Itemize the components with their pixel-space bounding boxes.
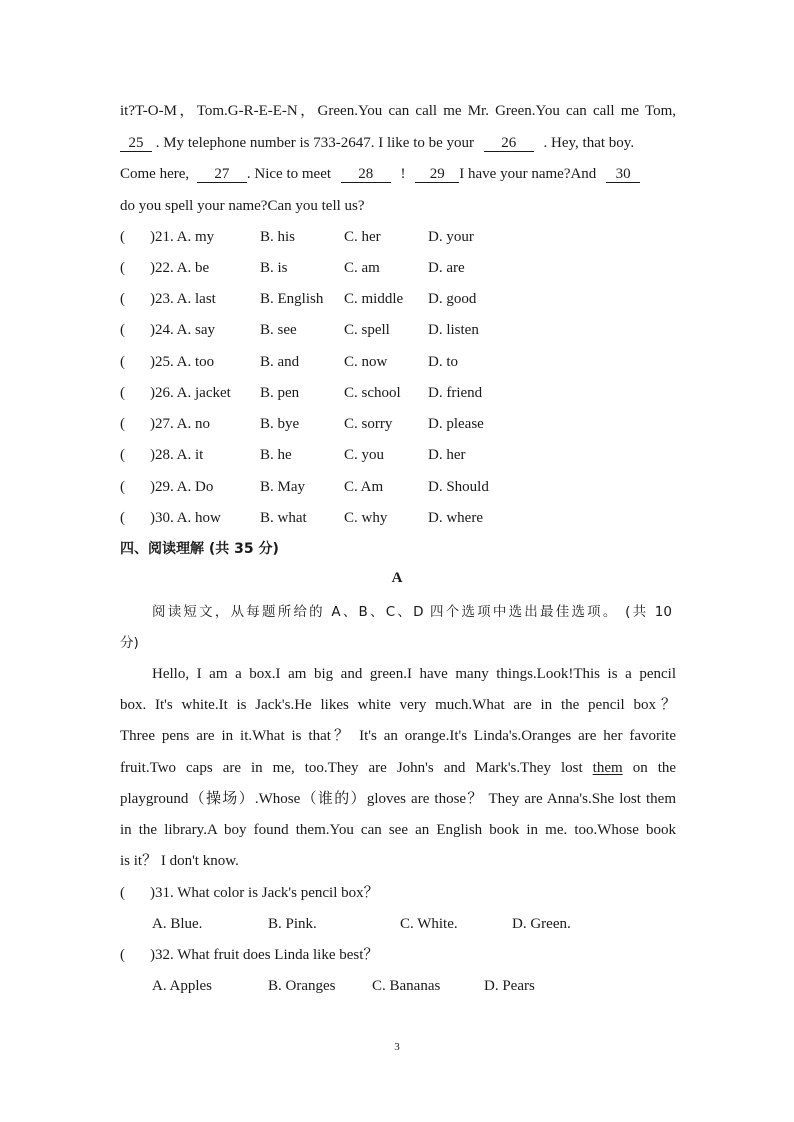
answer-paren[interactable]: ( [120, 479, 125, 495]
question-stem: )22. A. be [150, 260, 210, 276]
question-24 [120, 320, 680, 340]
reading-line-5 [120, 789, 676, 809]
option-d: D. her [428, 447, 466, 463]
reading-text: fruit.Two caps are in me, too.They are John's and Mark's.They lost [120, 760, 583, 776]
question-26 [120, 383, 680, 403]
option-d: D. where [428, 510, 483, 526]
question-stem: )31. What color is Jack's pencil box？ [150, 885, 379, 901]
reading-text: in the library.A boy found them.You can see an English book in me. too.Whose book [120, 822, 676, 838]
cloze-text: ! [400, 166, 406, 182]
question-32 [120, 945, 680, 965]
cloze-text: I have your name?And [459, 166, 597, 182]
reading-text: on the [632, 760, 677, 776]
reading-text: Hello, I am a box.I am big and green.I have many things.Look!This is a pencil [152, 666, 676, 682]
option-c: C. middle [344, 291, 404, 307]
option-b: B. May [260, 479, 305, 495]
blank-29: 29 [415, 166, 459, 183]
option-b: B. he [260, 447, 292, 463]
cloze-line-4 [120, 196, 676, 216]
option-d: D. to [428, 354, 458, 370]
answer-paren[interactable]: ( [120, 229, 125, 245]
reading-text: box. It's white.It is Jack's.He likes white very much.What are in the pencil box？ [120, 697, 676, 713]
question-28 [120, 445, 680, 465]
option-b: B. English [260, 291, 324, 307]
option-d: D. friend [428, 385, 483, 401]
answer-paren[interactable]: ( [120, 510, 125, 526]
blank-28: 28 [341, 166, 391, 183]
option-b: B. Oranges [268, 978, 336, 994]
blank-27: 27 [197, 166, 247, 183]
reading-line-6 [120, 820, 676, 840]
option-d: D. listen [428, 322, 479, 338]
option-c: C. Bananas [372, 978, 441, 994]
option-b: B. pen [260, 385, 300, 401]
option-c: C. you [344, 447, 385, 463]
option-b: B. Pink. [268, 916, 317, 932]
reading-text: playground（操场）.Whose（谁的）gloves are those？ They are Anna's.She lost them [120, 791, 676, 807]
answer-paren[interactable]: ( [120, 260, 125, 276]
underlined-word: them [592, 760, 623, 776]
question-stem: )30. A. how [150, 510, 221, 526]
option-d: D. your [428, 229, 474, 245]
question-23 [120, 289, 680, 309]
section-heading: 四、阅读理解 (共 35 分) [120, 541, 279, 557]
option-c: C. school [344, 385, 401, 401]
option-c: C. am [344, 260, 380, 276]
cloze-text: . Nice to meet [246, 166, 332, 182]
option-d: D. please [428, 416, 484, 432]
option-c: C. White. [400, 916, 458, 932]
option-c: C. Am [344, 479, 384, 495]
question-stem: )25. A. too [150, 354, 215, 370]
question-29 [120, 477, 680, 497]
cloze-text: . My telephone number is 733-2647. I like to be your [155, 135, 475, 151]
option-d: D. Should [428, 479, 489, 495]
option-d: D. Pears [484, 978, 535, 994]
option-b: B. bye [260, 416, 300, 432]
option-c: C. now [344, 354, 388, 370]
instruction-text: 分) [120, 635, 139, 651]
cloze-text: do you spell your name?Can you tell us? [120, 198, 365, 214]
option-d: D. Green. [512, 916, 571, 932]
options-31 [152, 914, 692, 934]
option-c: C. why [344, 510, 388, 526]
question-stem: )27. A. no [150, 416, 210, 432]
option-a: A. Blue. [152, 916, 203, 932]
reading-text: Three pens are in it.What is that？ It's an orange.It's Linda's.Oranges are her favorite [120, 728, 676, 744]
cloze-line-2 [120, 133, 676, 153]
question-25 [120, 352, 680, 372]
answer-paren[interactable]: ( [120, 385, 125, 401]
reading-text: is it？ I don't know. [120, 853, 239, 869]
blank-26: 26 [484, 135, 534, 152]
option-b: B. what [260, 510, 307, 526]
question-stem: )26. A. jacket [150, 385, 231, 401]
answer-paren[interactable]: ( [120, 416, 125, 432]
question-stem: )24. A. say [150, 322, 215, 338]
answer-paren[interactable]: ( [120, 947, 125, 963]
question-21 [120, 227, 680, 247]
question-stem: )21. A. my [150, 229, 215, 245]
question-stem: )23. A. last [150, 291, 216, 307]
reading-line-1 [152, 664, 676, 684]
option-c: C. sorry [344, 416, 393, 432]
cloze-text: Come here, [120, 166, 190, 182]
answer-paren[interactable]: ( [120, 354, 125, 370]
cloze-text: it?T-O-M，Tom.G-R-E-E-N，Green.You can call me Mr. Green.You can call me Tom, [120, 103, 676, 119]
part-title: A [391, 570, 403, 586]
answer-paren[interactable]: ( [120, 322, 125, 338]
option-a: A. Apples [152, 978, 212, 994]
question-stem: )29. A. Do [150, 479, 214, 495]
instruction-text: 阅读短文，从每题所给的 A、B、C、D 四个选项中选出最佳选项。 (共 10 [152, 604, 672, 620]
question-31 [120, 883, 680, 903]
cloze-line-3 [120, 164, 676, 184]
options-32 [152, 976, 692, 996]
answer-paren[interactable]: ( [120, 291, 125, 307]
option-b: B. and [260, 354, 300, 370]
question-22 [120, 258, 680, 278]
question-30 [120, 508, 680, 528]
question-stem: )28. A. it [150, 447, 204, 463]
blank-25: 25 [120, 135, 152, 152]
option-d: D. good [428, 291, 477, 307]
cloze-text: . Hey, that boy. [543, 135, 635, 151]
page-number: 3 [394, 1041, 400, 1053]
option-b: B. his [260, 229, 296, 245]
answer-paren[interactable]: ( [120, 885, 125, 901]
option-b: B. is [260, 260, 288, 276]
option-c: C. spell [344, 322, 390, 338]
reading-line-2 [120, 695, 676, 715]
reading-line-3 [120, 726, 676, 746]
reading-line-4 [120, 758, 676, 778]
answer-paren[interactable]: ( [120, 447, 125, 463]
option-b: B. see [260, 322, 297, 338]
reading-line-7 [120, 851, 676, 871]
option-c: C. her [344, 229, 381, 245]
instruction-line-1 [152, 602, 672, 622]
question-stem: )32. What fruit does Linda like best？ [150, 947, 379, 963]
blank-30: 30 [606, 166, 640, 183]
cloze-line-1 [120, 101, 676, 121]
question-27 [120, 414, 680, 434]
instruction-line-2 [120, 633, 676, 653]
option-d: D. are [428, 260, 465, 276]
